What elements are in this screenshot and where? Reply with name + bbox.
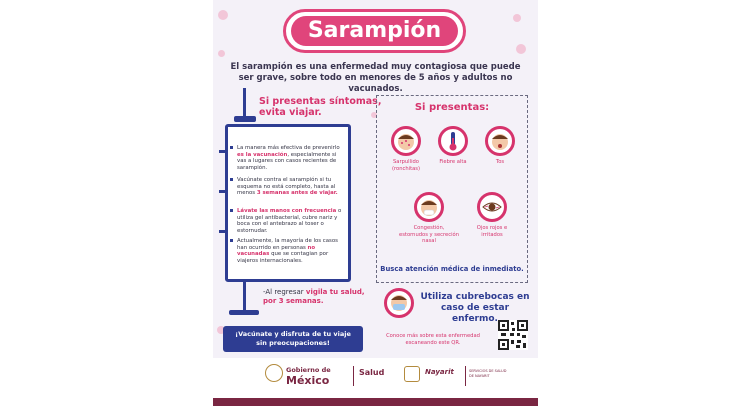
decor-dot bbox=[516, 44, 526, 54]
red-eye-icon bbox=[477, 192, 507, 222]
page-title: Sarampión bbox=[291, 16, 458, 46]
mexico-seal-icon bbox=[265, 364, 283, 382]
symptoms-heading-line2: evita viajar. bbox=[259, 107, 322, 118]
symptom-cough: Tos bbox=[477, 126, 523, 166]
decor-dot bbox=[218, 50, 225, 57]
mask-advice: Utiliza cubrebocas en caso de estar enfermo. bbox=[420, 292, 530, 324]
bullet-marker bbox=[230, 209, 233, 212]
bullet-marker bbox=[230, 178, 233, 181]
symptoms-panel bbox=[376, 95, 528, 283]
panel-footer: Busca atención médica de inmediato. bbox=[380, 265, 524, 273]
return-advice: -Al regresar vigila tu salud, por 3 semanas. bbox=[263, 288, 365, 305]
intro-text: El sarampión es una enfermedad muy contagiosa que puede ser grave, sobre todo en menores de 5 años y adultos no vacunados. bbox=[230, 62, 521, 94]
syringe-stem bbox=[243, 282, 246, 312]
bullet-marker bbox=[230, 146, 233, 149]
list-item: La manera más efectiva de prevenirlo es la vacunación, especialmente si vas a lugares con casos recientes de sarampión. bbox=[237, 145, 345, 171]
servicios-label: SERVICIOS DE SALUD DE NAYARIT bbox=[469, 369, 507, 378]
syringe-cap bbox=[234, 116, 256, 122]
nayarit-seal-icon bbox=[404, 366, 420, 382]
footer-logos bbox=[213, 358, 538, 398]
syringe-needle bbox=[243, 88, 246, 118]
sneeze-face-icon bbox=[414, 192, 444, 222]
mask-face-icon bbox=[384, 288, 414, 318]
gobierno-label: Gobierno de bbox=[286, 366, 331, 374]
salud-label: Salud bbox=[359, 368, 385, 377]
nayarit-label: Nayarit bbox=[425, 368, 454, 376]
decor-dot bbox=[513, 14, 521, 22]
divider bbox=[465, 366, 466, 386]
measles-poster bbox=[213, 0, 538, 406]
symptoms-heading bbox=[259, 96, 381, 118]
list-item: Lávate las manos con frecuencia o utiliza gel antibacterial, cubre nariz y boca con el antebrazo al toser o estornudar. bbox=[237, 208, 345, 234]
symptom-congestion: Congestión, estornudos y secreción nasal bbox=[399, 192, 459, 245]
decor-dot bbox=[218, 10, 228, 20]
symptom-red-eyes: Ojos rojos e irritados bbox=[469, 192, 515, 238]
footer-bar bbox=[213, 398, 538, 406]
list-item: Actualmente, la mayoría de los casos han ocurrido en personas no vacunadas que se contagian por viajeros internacionales. bbox=[237, 238, 345, 264]
cough-face-icon bbox=[485, 126, 515, 156]
symptom-rash: Sarpullido (ronchitas) bbox=[383, 126, 429, 172]
list-item: Vacúnate contra el sarampión si tu esquema no está completo, hasta al menos 3 semanas antes de viajar. bbox=[237, 177, 345, 197]
qr-caption: Conoce más sobre esta enfermedad escaneando este QR. bbox=[386, 333, 480, 346]
symptom-fever: Fiebre alta bbox=[430, 126, 476, 166]
mexico-label: México bbox=[286, 374, 330, 387]
bullet-marker bbox=[230, 239, 233, 242]
qr-code-icon[interactable] bbox=[498, 320, 528, 350]
panel-title: Si presentas: bbox=[414, 102, 490, 113]
syringe-handle bbox=[229, 310, 259, 315]
title-badge bbox=[283, 9, 466, 53]
thermometer-icon bbox=[438, 126, 468, 156]
enjoy-banner: ¡Vacúnate y disfruta de tu viaje sin preocupaciones! bbox=[223, 326, 363, 352]
divider bbox=[353, 366, 354, 386]
symptoms-heading-line1: Si presentas síntomas, bbox=[259, 96, 382, 107]
rash-face-icon bbox=[391, 126, 421, 156]
